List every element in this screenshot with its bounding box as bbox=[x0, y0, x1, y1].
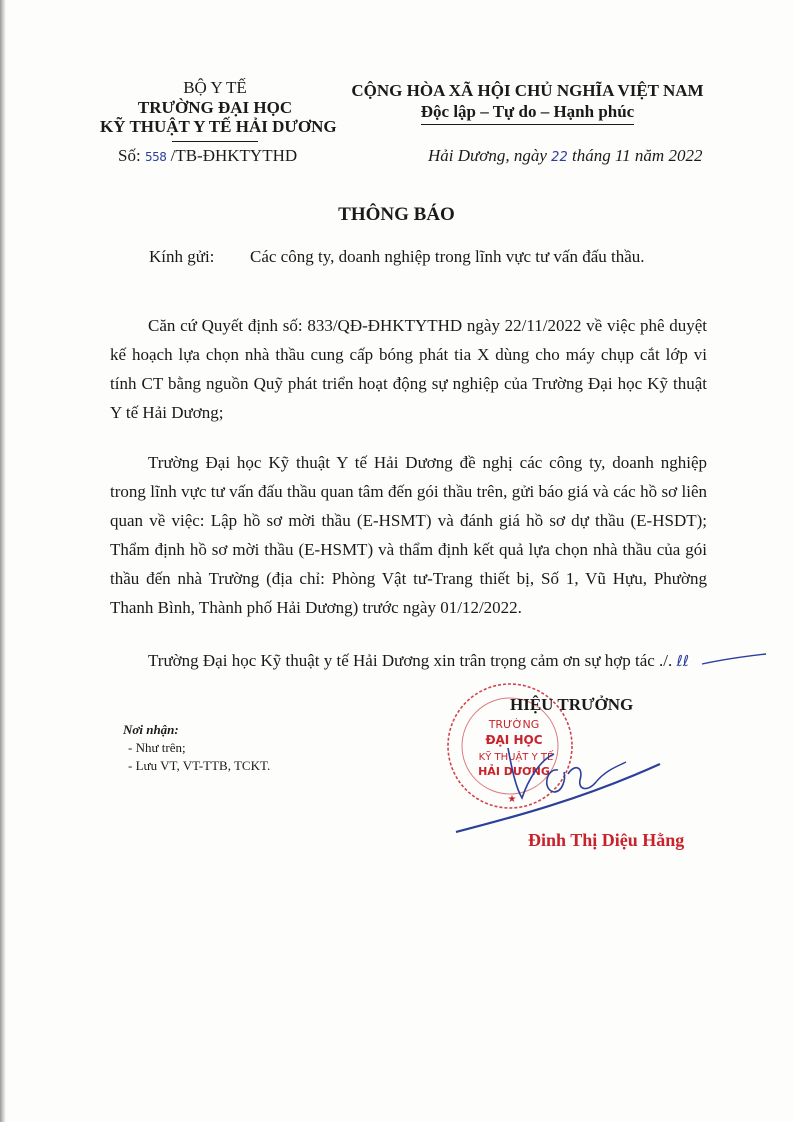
closing-handmark: ℓℓ bbox=[676, 652, 689, 670]
document-number bbox=[118, 146, 297, 166]
school-name-line1: TRƯỜNG ĐẠI HỌC bbox=[137, 97, 293, 117]
issue-date bbox=[428, 146, 702, 166]
scan-edge-shadow bbox=[0, 0, 6, 1122]
body-paragraph-2: Trường Đại học Kỹ thuật Y tế Hải Dương đề nghị các công ty, doanh nghiệp trong lĩnh vực tư vấn đấu thầu quan tâm đến gói thầu trên, gửi báo giá và các hồ sơ liên quan về việc: Lập hồ sơ mời thầu (E-HSMT) và đánh giá hồ sơ dự thầu (E-HSDT); Thẩm định hồ sơ mời thầu (E-HSMT) và thẩm định kết quả lựa chọn nhà thầu của gói thầu đến nhà Trường (địa chỉ: Phòng Vật tư-Trang thiết bị, Số 1, Vũ Hựu, Phường Thanh Bình, Thành phố Hải Dương) trước ngày 01/12/2022. bbox=[110, 453, 707, 617]
country-name: CỘNG HÒA XÃ HỘI CHỦ NGHĨA VIỆT NAM bbox=[351, 81, 704, 100]
national-motto: Độc lập – Tự do – Hạnh phúc bbox=[421, 101, 634, 125]
date-day-handwritten: 22 bbox=[551, 150, 568, 165]
svg-text:★: ★ bbox=[507, 794, 517, 805]
recipient-list-item: - Lưu VT, VT-TTB, TCKT. bbox=[128, 758, 271, 773]
closing-pen-stroke bbox=[700, 650, 770, 672]
recipient-label: Kính gửi: bbox=[149, 247, 215, 266]
ministry-name: BỘ Y TẾ bbox=[183, 78, 247, 97]
recipient-value: Các công ty, doanh nghiệp trong lĩnh vực tư vấn đấu thầu. bbox=[250, 247, 645, 266]
body-paragraph-3 bbox=[110, 646, 707, 676]
issuer-underline bbox=[172, 141, 258, 142]
school-name-line2: KỸ THUẬT Y TẾ HẢI DƯƠNG bbox=[100, 117, 337, 136]
stamp-line1: TRƯỜNG bbox=[488, 718, 540, 731]
number-suffix: /TB-ĐHKTYTHD bbox=[166, 146, 298, 165]
document-title: THÔNG BÁO bbox=[338, 204, 455, 225]
recipient-list-item: - Như trên; bbox=[128, 740, 186, 755]
signature-title: HIỆU TRƯỞNG bbox=[510, 695, 634, 714]
number-prefix: Số: bbox=[118, 146, 145, 165]
stamp-line4: HẢI DƯƠNG bbox=[478, 765, 550, 778]
recipients-label: Nơi nhận: bbox=[123, 722, 179, 737]
date-prefix: Hải Dương, ngày bbox=[428, 146, 552, 165]
number-handwritten: 558 bbox=[144, 150, 167, 164]
signer-name: Đinh Thị Diệu Hằng bbox=[528, 830, 685, 850]
date-suffix: tháng 11 năm 2022 bbox=[567, 146, 703, 165]
stamp-line2: ĐẠI HỌC bbox=[485, 733, 543, 747]
handwritten-signature bbox=[450, 740, 680, 840]
issuer-header bbox=[100, 78, 337, 137]
body-paragraph-1: Căn cứ Quyết định số: 833/QĐ-ĐHKTYTHD ngày 22/11/2022 về việc phê duyệt kế hoạch lựa chọn nhà thầu cung cấp bóng phát tia X dùng cho máy chụp cắt lớp vi tính CT bằng nguồn Quỹ phát triển hoạt động sự nghiệp của Trường Đại học Kỹ thuật Y tế Hải Dương; bbox=[110, 316, 707, 422]
stamp-line3: KỸ THUẬT Y TẾ bbox=[478, 752, 554, 763]
closing-sentence: Trường Đại học Kỹ thuật y tế Hải Dương xin trân trọng cảm ơn sự hợp tác ./. bbox=[148, 651, 673, 670]
national-header bbox=[345, 80, 710, 125]
